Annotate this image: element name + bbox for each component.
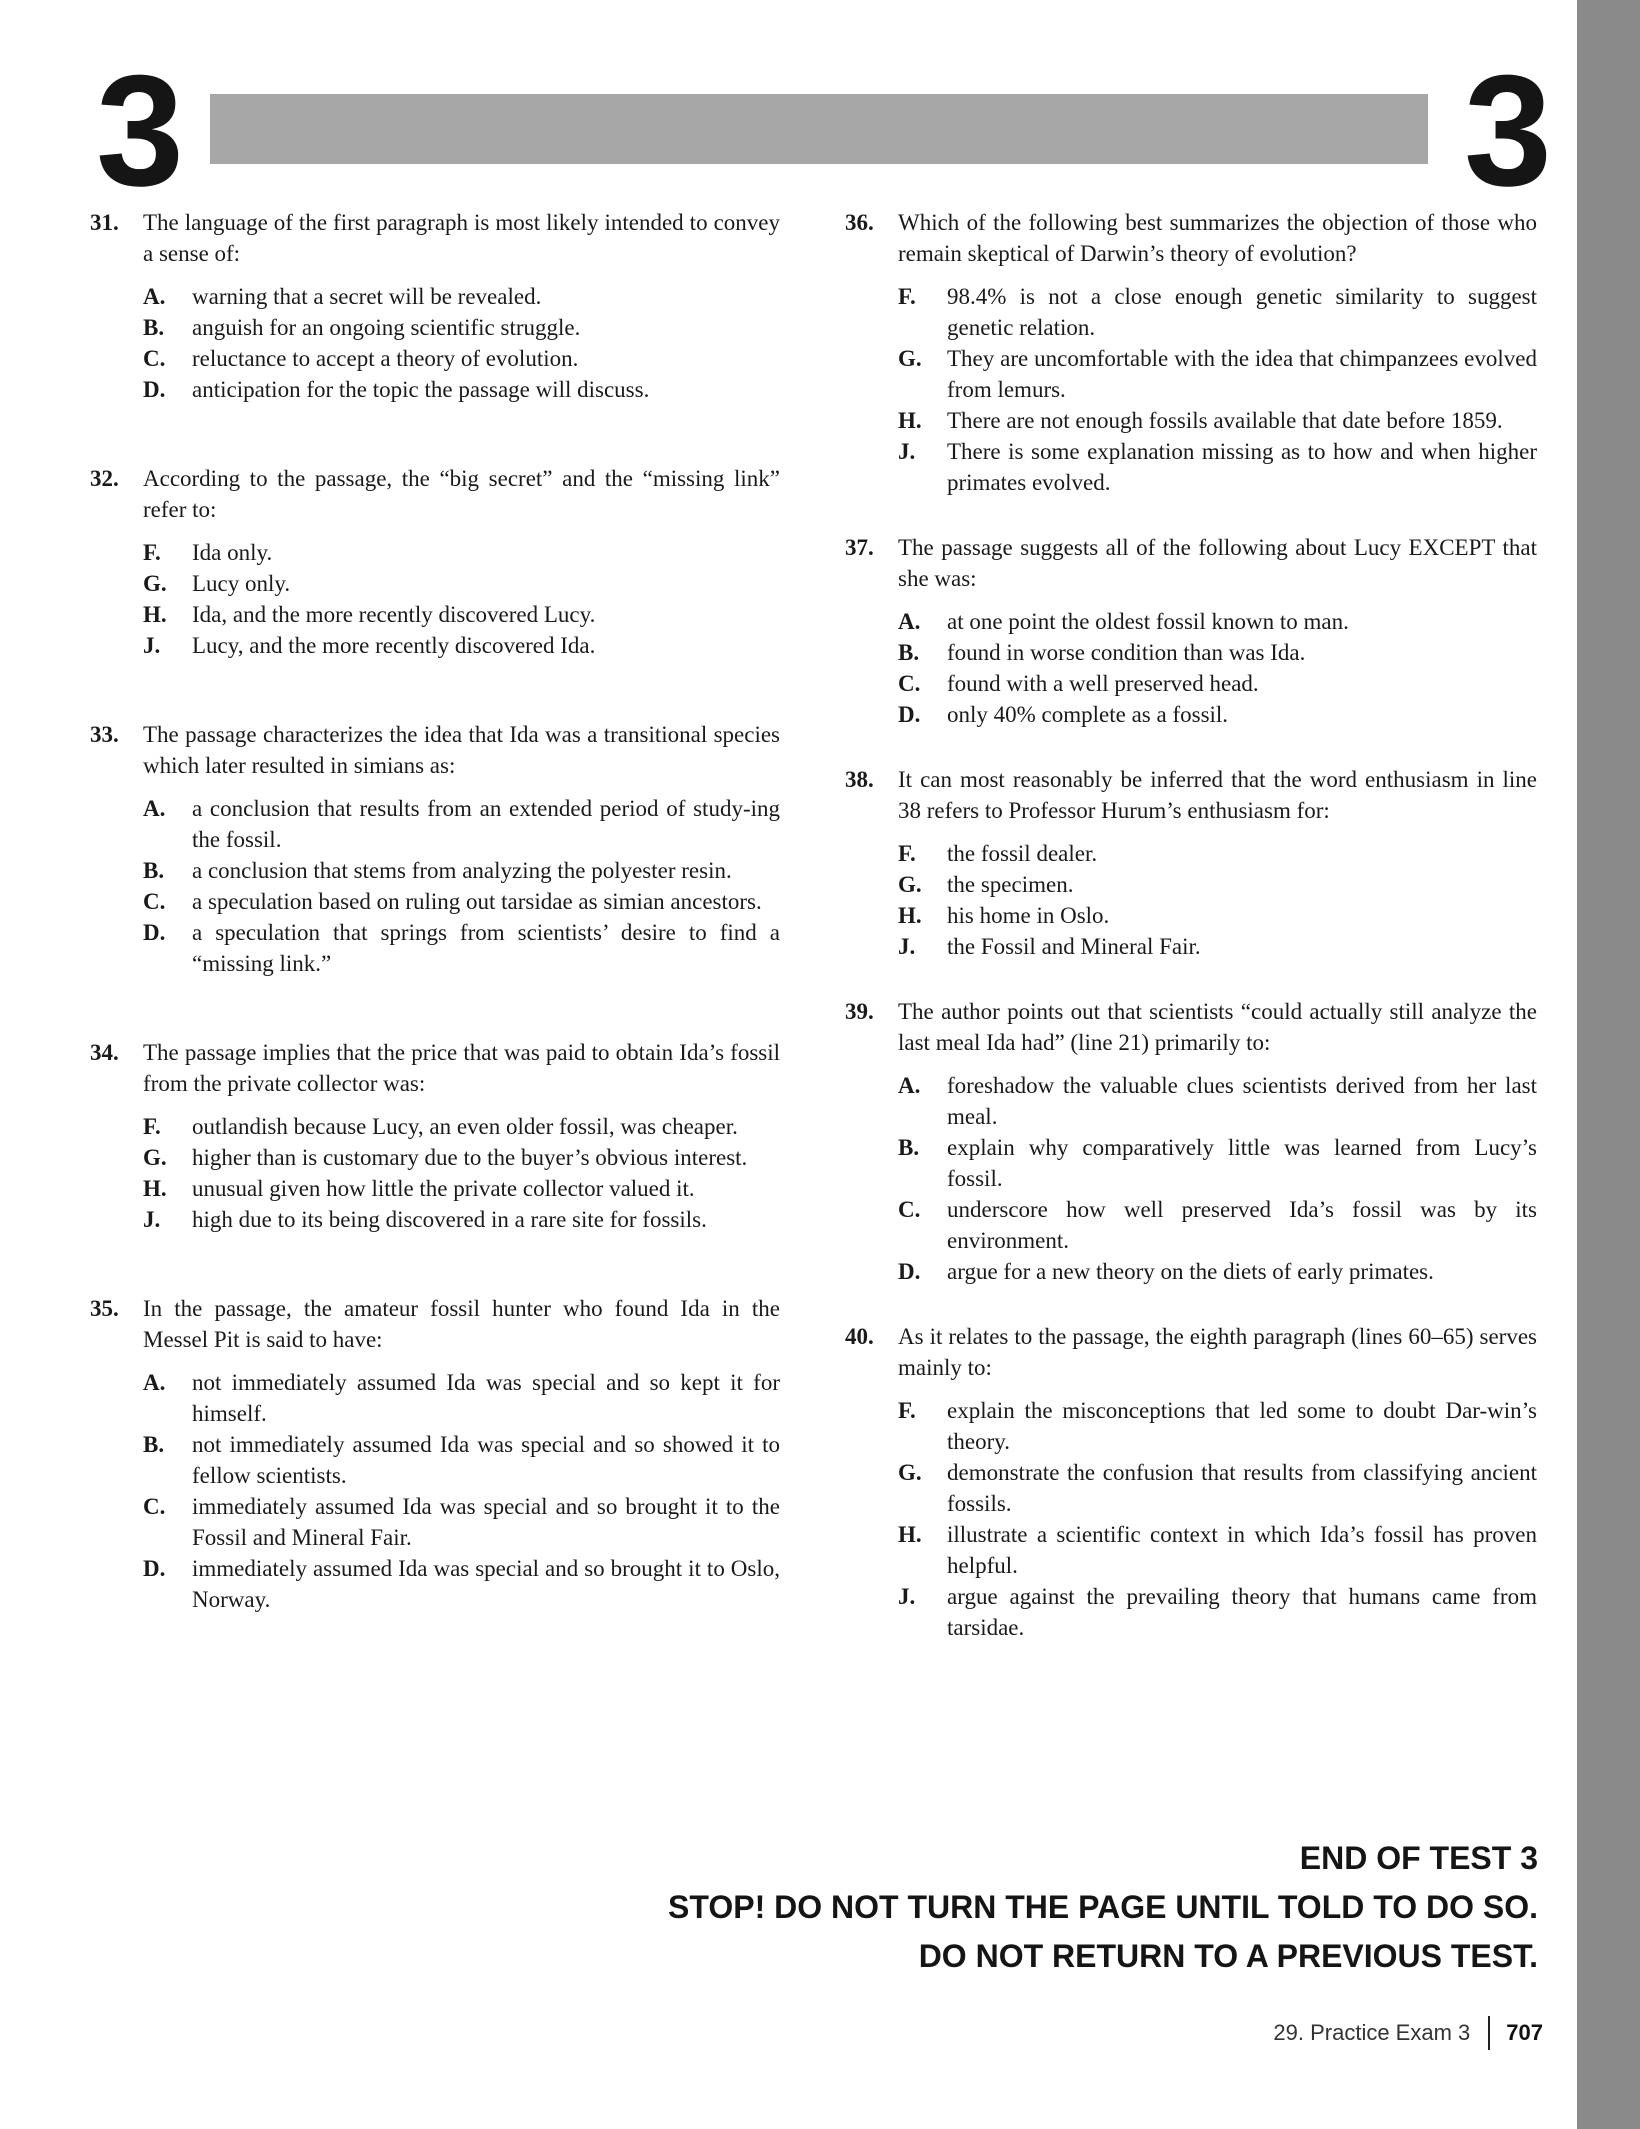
answer-option[interactable] [898, 436, 1537, 498]
option-letter: G. [143, 571, 167, 596]
question-33 [90, 719, 780, 979]
question-39 [845, 996, 1537, 1287]
option-letter: B. [143, 858, 165, 883]
section-number-left: 3 [96, 43, 184, 219]
answer-option[interactable] [143, 917, 780, 979]
end-notice-line: END OF TEST 3 [1299, 1840, 1538, 1876]
question-34 [90, 1037, 780, 1235]
option-letter: C. [898, 671, 921, 696]
option-text: unusual given how little the private collector valued it. [192, 1176, 695, 1201]
option-text: illustrate a scientific context in which Ida’s fossil has proven helpful. [947, 1522, 1537, 1578]
option-letter: F. [898, 284, 916, 309]
option-text: immediately assumed Ida was special and so brought it to the Fossil and Mineral Fair. [192, 1494, 780, 1550]
answer-option[interactable] [143, 1111, 780, 1142]
question-number: 36. [845, 210, 874, 235]
option-text: not immediately assumed Ida was special and so showed it to fellow scientists. [192, 1432, 780, 1488]
question-37 [845, 532, 1537, 730]
option-letter: C. [143, 1494, 166, 1519]
answer-option[interactable] [143, 1173, 780, 1204]
option-letter: H. [898, 1522, 922, 1547]
answer-option[interactable] [143, 886, 780, 917]
end-notice-line: STOP! DO NOT TURN THE PAGE UNTIL TOLD TO DO SO. [668, 1889, 1538, 1925]
question-number: 37. [845, 535, 874, 560]
option-text: anguish for an ongoing scientific struggle. [192, 315, 581, 340]
answer-option[interactable] [898, 1519, 1537, 1581]
option-text: Ida only. [192, 540, 273, 565]
option-letter: J. [143, 1207, 161, 1232]
answer-option[interactable] [898, 637, 1537, 668]
option-text: the fossil dealer. [947, 841, 1098, 866]
question-40 [845, 1321, 1537, 1643]
answer-option[interactable] [143, 630, 780, 661]
left-column [90, 207, 780, 1615]
option-letter: D. [898, 702, 921, 727]
option-text: There are not enough fossils available that date before 1859. [947, 408, 1503, 433]
option-text: found with a well preserved head. [947, 671, 1259, 696]
option-text: at one point the oldest fossil known to man. [947, 609, 1349, 634]
question-number: 31. [90, 210, 119, 235]
option-letter: D. [898, 1259, 921, 1284]
option-text: a conclusion that results from an extended period of study-ing the fossil. [192, 796, 780, 852]
option-letter: C. [143, 346, 166, 371]
option-letter: H. [143, 602, 167, 627]
option-text: not immediately assumed Ida was special and so kept it for himself. [192, 1370, 780, 1426]
answer-option[interactable] [143, 1553, 780, 1615]
option-letter: J. [143, 633, 161, 658]
option-letter: F. [143, 1114, 161, 1139]
option-text: Lucy only. [192, 571, 291, 596]
option-text: They are uncomfortable with the idea that chimpanzees evolved from lemurs. [947, 346, 1537, 402]
footer-divider [1488, 2016, 1490, 2050]
option-text: underscore how well preserved Ida’s fossil was by its environment. [947, 1197, 1537, 1253]
question-stem: The passage implies that the price that was paid to obtain Ida’s fossil from the private collector was: [143, 1040, 780, 1096]
option-letter: F. [898, 841, 916, 866]
question-number: 35. [90, 1296, 119, 1321]
option-letter: A. [143, 796, 166, 821]
option-text: reluctance to accept a theory of evolution. [192, 346, 579, 371]
question-number: 39. [845, 999, 874, 1024]
answer-option[interactable] [898, 405, 1537, 436]
option-text: argue against the prevailing theory that humans came from tarsidae. [947, 1584, 1537, 1640]
option-letter: C. [143, 889, 166, 914]
end-notice-line: DO NOT RETURN TO A PREVIOUS TEST. [918, 1938, 1538, 1974]
answer-option[interactable] [898, 668, 1537, 699]
question-32 [90, 463, 780, 661]
option-text: Ida, and the more recently discovered Lucy. [192, 602, 596, 627]
option-letter: J. [898, 1584, 916, 1609]
answer-option[interactable] [143, 343, 780, 374]
option-letter: A. [898, 609, 921, 634]
option-text: higher than is customary due to the buyer’s obvious interest. [192, 1145, 748, 1170]
option-text: explain the misconceptions that led some to doubt Dar-win’s theory. [947, 1398, 1537, 1454]
option-text: anticipation for the topic the passage will discuss. [192, 377, 650, 402]
option-text: found in worse condition than was Ida. [947, 640, 1306, 665]
answer-option[interactable] [898, 281, 1537, 343]
answer-option[interactable] [898, 699, 1537, 730]
question-stem: The language of the first paragraph is most likely intended to convey a sense of: [143, 210, 780, 266]
option-letter: B. [143, 1432, 165, 1457]
option-letter: J. [898, 934, 916, 959]
answer-option[interactable] [143, 281, 780, 312]
question-stem: The passage characterizes the idea that Ida was a transitional species which later resulted in simians as: [143, 722, 780, 778]
page-number: 707 [1506, 2020, 1543, 2045]
option-letter: H. [898, 903, 922, 928]
option-letter: D. [143, 920, 166, 945]
question-38 [845, 764, 1537, 962]
answer-option[interactable] [143, 374, 780, 405]
option-letter: A. [898, 1073, 921, 1098]
question-31 [90, 207, 780, 405]
question-stem: In the passage, the amateur fossil hunter who found Ida in the Messel Pit is said to have: [143, 1296, 780, 1352]
option-text: high due to its being discovered in a rare site for fossils. [192, 1207, 707, 1232]
question-number: 38. [845, 767, 874, 792]
option-letter: G. [143, 1145, 167, 1170]
answer-option[interactable] [898, 1194, 1537, 1256]
option-text: outlandish because Lucy, an even older fossil, was cheaper. [192, 1114, 738, 1139]
answer-option[interactable] [143, 537, 780, 568]
answer-option[interactable] [143, 312, 780, 343]
option-text: Lucy, and the more recently discovered Ida. [192, 633, 596, 658]
answer-option[interactable] [898, 838, 1537, 869]
answer-option[interactable] [143, 1142, 780, 1173]
option-text: demonstrate the confusion that results from classifying ancient fossils. [947, 1460, 1537, 1516]
option-letter: F. [143, 540, 161, 565]
question-number: 33. [90, 722, 119, 747]
option-text: only 40% complete as a fossil. [947, 702, 1229, 727]
section-number-right: 3 [1464, 43, 1552, 219]
answer-option[interactable] [898, 1581, 1537, 1643]
answer-option[interactable] [898, 1070, 1537, 1132]
page-footer [1273, 2016, 1543, 2050]
question-stem: The author points out that scientists “could actually still analyze the last meal Ida had” (line 21) primarily to: [898, 999, 1537, 1055]
chapter-label: 29. Practice Exam 3 [1273, 2020, 1471, 2045]
question-stem: The passage suggests all of the following about Lucy EXCEPT that she was: [898, 535, 1537, 591]
question-number: 34. [90, 1040, 119, 1065]
option-letter: A. [143, 1370, 166, 1395]
option-text: a speculation that springs from scientists’ desire to find a “missing link.” [192, 920, 780, 976]
option-letter: J. [898, 439, 916, 464]
option-text: explain why comparatively little was learned from Lucy’s fossil. [947, 1135, 1537, 1191]
question-stem: Which of the following best summarizes the objection of those who remain skeptical of Darwin’s theory of evolution? [898, 210, 1537, 266]
option-letter: B. [143, 315, 165, 340]
option-letter: H. [898, 408, 922, 433]
answer-option[interactable] [898, 900, 1537, 931]
option-text: 98.4% is not a close enough genetic similarity to suggest genetic relation. [947, 284, 1537, 340]
option-letter: G. [898, 1460, 922, 1485]
option-letter: B. [898, 1135, 920, 1160]
answer-option[interactable] [143, 1491, 780, 1553]
question-35 [90, 1293, 780, 1615]
question-number: 40. [845, 1324, 874, 1349]
answer-option[interactable] [898, 606, 1537, 637]
answer-option[interactable] [898, 343, 1537, 405]
option-text: the Fossil and Mineral Fair. [947, 934, 1201, 959]
option-letter: C. [898, 1197, 921, 1222]
option-text: a speculation based on ruling out tarsidae as simian ancestors. [192, 889, 762, 914]
answer-option[interactable] [898, 1457, 1537, 1519]
answer-option[interactable] [898, 1395, 1537, 1457]
question-36 [845, 207, 1537, 498]
option-text: argue for a new theory on the diets of early primates. [947, 1259, 1434, 1284]
answer-option[interactable] [898, 1256, 1537, 1287]
answer-option[interactable] [143, 1204, 780, 1235]
option-text: the specimen. [947, 872, 1074, 897]
header-bar [210, 94, 1428, 164]
option-letter: D. [143, 377, 166, 402]
option-text: a conclusion that stems from analyzing the polyester resin. [192, 858, 732, 883]
option-letter: A. [143, 284, 166, 309]
answer-option[interactable] [143, 568, 780, 599]
answer-option[interactable] [143, 855, 780, 886]
option-text: his home in Oslo. [947, 903, 1110, 928]
end-of-test-notice [668, 1834, 1538, 1981]
option-text: There is some explanation missing as to how and when higher primates evolved. [947, 439, 1537, 495]
answer-option[interactable] [143, 599, 780, 630]
option-text: warning that a secret will be revealed. [192, 284, 542, 309]
option-text: immediately assumed Ida was special and so brought it to Oslo, Norway. [192, 1556, 780, 1612]
answer-option[interactable] [143, 793, 780, 855]
answer-option[interactable] [898, 1132, 1537, 1194]
right-column [845, 207, 1537, 1643]
option-letter: G. [898, 872, 922, 897]
question-number: 32. [90, 466, 119, 491]
page-edge-tab [1577, 0, 1640, 2129]
option-letter: B. [898, 640, 920, 665]
answer-option[interactable] [898, 931, 1537, 962]
question-stem: According to the passage, the “big secret” and the “missing link” refer to: [143, 466, 780, 522]
option-letter: H. [143, 1176, 167, 1201]
answer-option[interactable] [143, 1367, 780, 1429]
option-letter: G. [898, 346, 922, 371]
answer-option[interactable] [143, 1429, 780, 1491]
option-letter: D. [143, 1556, 166, 1581]
question-stem: It can most reasonably be inferred that the word enthusiasm in line 38 refers to Professor Hurum’s enthusiasm for: [898, 767, 1537, 823]
option-text: foreshadow the valuable clues scientists derived from her last meal. [947, 1073, 1537, 1129]
answer-option[interactable] [898, 869, 1537, 900]
question-stem: As it relates to the passage, the eighth paragraph (lines 60–65) serves mainly to: [898, 1324, 1537, 1380]
option-letter: F. [898, 1398, 916, 1423]
